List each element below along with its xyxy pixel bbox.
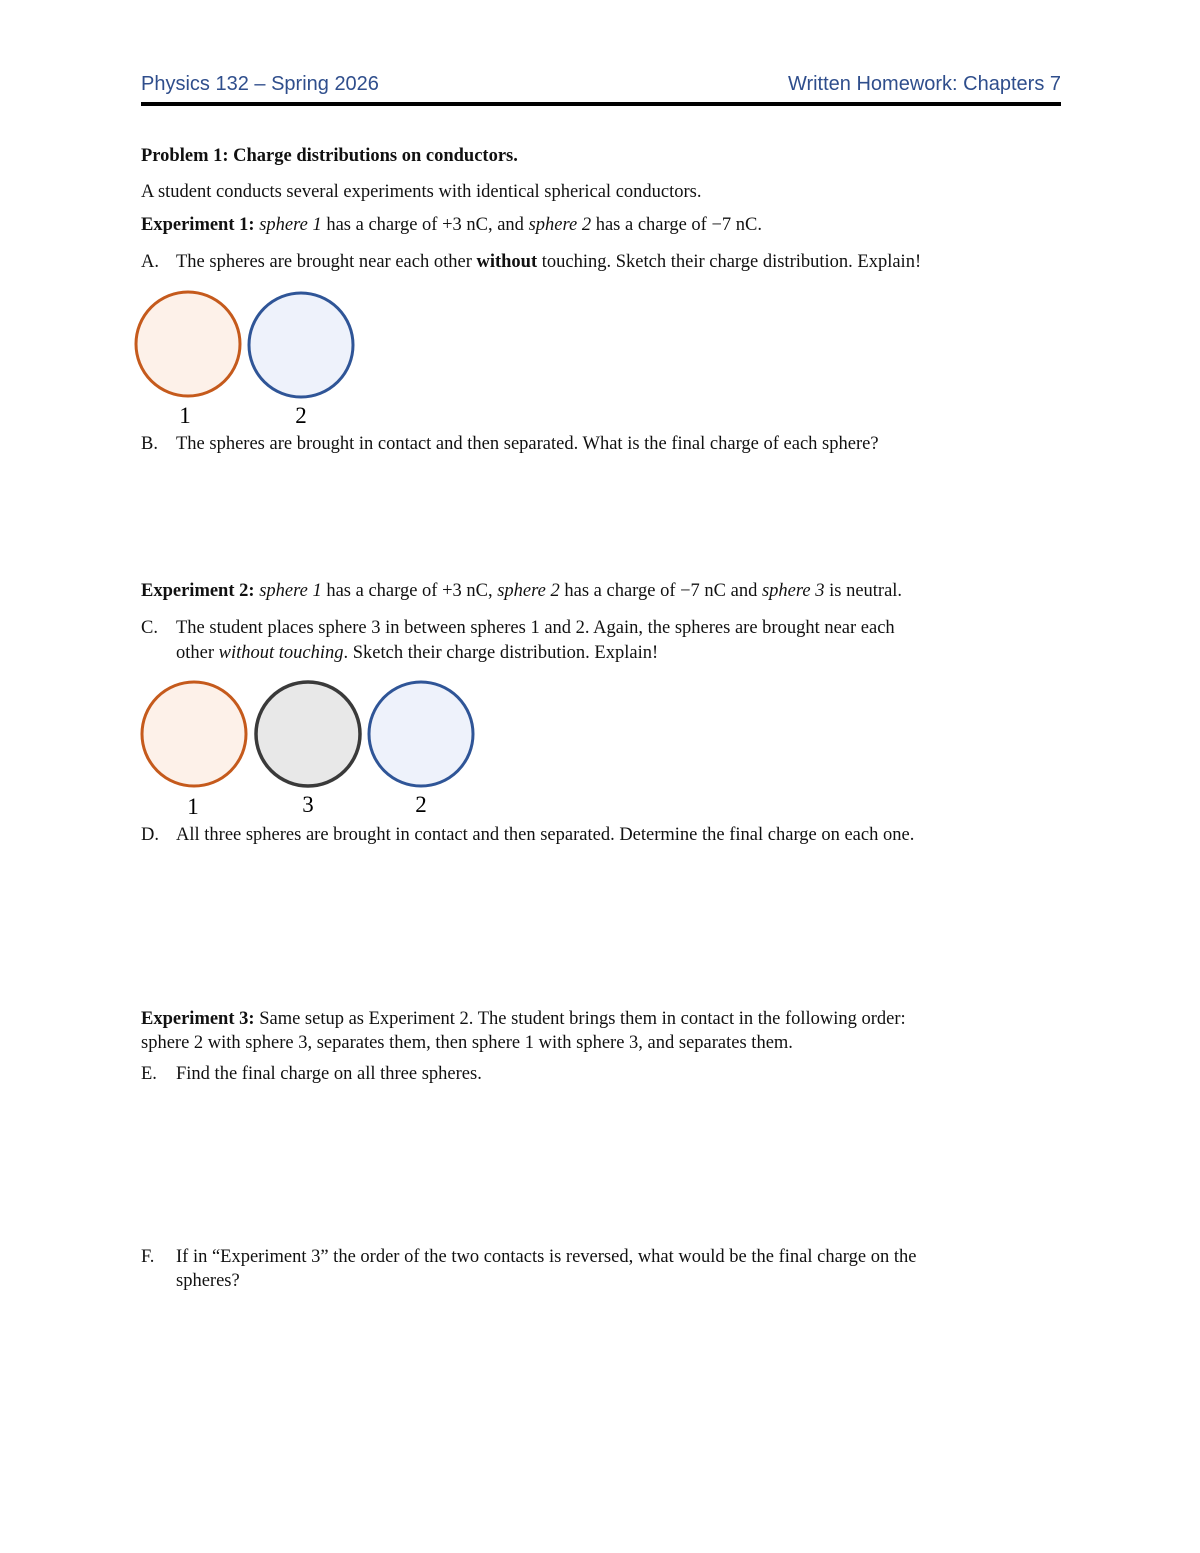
part-b-text: The spheres are brought in contact and then separated. What is the final charge of each sphere?	[176, 434, 879, 454]
part-d-letter: D.	[141, 825, 159, 845]
part-e-letter: E.	[141, 1064, 157, 1084]
exp2-sphere-1-label: 1	[187, 794, 199, 819]
part-c-line-2-pre: other	[176, 643, 219, 663]
part-f-line-2: spheres?	[176, 1271, 240, 1291]
part-c-letter: C.	[141, 618, 158, 638]
sphere-2-label: 2	[295, 403, 307, 428]
part-a-letter: A.	[141, 252, 159, 272]
part-c-line-2	[176, 641, 658, 665]
problem-intro: A student conducts several experiments with identical spherical conductors.	[141, 182, 702, 202]
part-b-letter: B.	[141, 434, 158, 454]
exp2-sphere-2-name: sphere 2	[497, 581, 560, 601]
part-f-line-1: If in “Experiment 3” the order of the two contacts is reversed, what would be the final charge on the	[176, 1247, 917, 1267]
experiment-2-text-2: has a charge of −7 nC and	[559, 581, 762, 601]
sphere-2-name: sphere 2	[528, 215, 592, 235]
part-c-line-2-italic: without touching	[218, 643, 344, 663]
exp2-sphere-3-name: sphere 3	[761, 581, 825, 601]
experiment-1-label: Experiment 1:	[141, 215, 255, 235]
experiment-3-text-1: Same setup as Experiment 2. The student brings them in contact in the following order:	[254, 1009, 906, 1029]
exp2-sphere-2-label: 2	[415, 792, 427, 817]
sphere-2-circle	[249, 293, 353, 397]
experiment-2-text-3: is neutral.	[824, 581, 903, 601]
part-a-text	[176, 250, 921, 274]
problem-title: Problem 1: Charge distributions on conductors.	[141, 146, 518, 166]
part-a-post: touching. Sketch their charge distribution. Explain!	[537, 252, 922, 272]
header-rule	[141, 102, 1061, 106]
part-c-line-1: The student places sphere 3 in between spheres 1 and 2. Again, the spheres are brought near each	[176, 618, 895, 638]
part-e-text: Find the final charge on all three spheres.	[176, 1064, 482, 1084]
exp2-sphere-1-name: sphere 1	[259, 581, 322, 601]
exp2-sphere-2-circle	[369, 682, 473, 786]
experiment-3-label: Experiment 3:	[141, 1009, 255, 1029]
part-c-line-2-post: . Sketch their charge distribution. Explain!	[343, 643, 659, 663]
experiment-1-text-2: has a charge of −7 nC.	[591, 215, 762, 235]
sphere-1-circle	[136, 292, 240, 396]
experiment-2-text-1: has a charge of +3 nC,	[321, 581, 498, 601]
figure-experiment-1	[120, 280, 380, 435]
exp2-sphere-3-circle	[256, 682, 360, 786]
experiment-1-text-1: has a charge of +3 nC, and	[321, 215, 529, 235]
part-a-pre: The spheres are brought near each other	[176, 252, 477, 272]
experiment-2-statement	[141, 579, 902, 603]
figure-experiment-2	[120, 670, 500, 825]
experiment-3-line-1	[141, 1007, 906, 1031]
exp2-sphere-3-label: 3	[302, 792, 314, 817]
experiment-2-label: Experiment 2:	[141, 581, 255, 601]
part-a-bold: without	[476, 252, 538, 272]
experiment-1-statement	[141, 213, 762, 237]
sphere-1-name: sphere 1	[259, 215, 322, 235]
assignment-title: Written Homework: Chapters 7	[787, 73, 1061, 95]
part-f-letter: F.	[141, 1247, 155, 1267]
part-d-text: All three spheres are brought in contact and then separated. Determine the final charge on each one.	[176, 825, 915, 845]
course-title: Physics 132 – Spring 2026	[141, 73, 379, 95]
experiment-3-line-2: sphere 2 with sphere 3, separates them, then sphere 1 with sphere 3, and separates them.	[141, 1033, 793, 1053]
exp2-sphere-1-circle	[142, 682, 246, 786]
sphere-1-label: 1	[179, 403, 191, 428]
